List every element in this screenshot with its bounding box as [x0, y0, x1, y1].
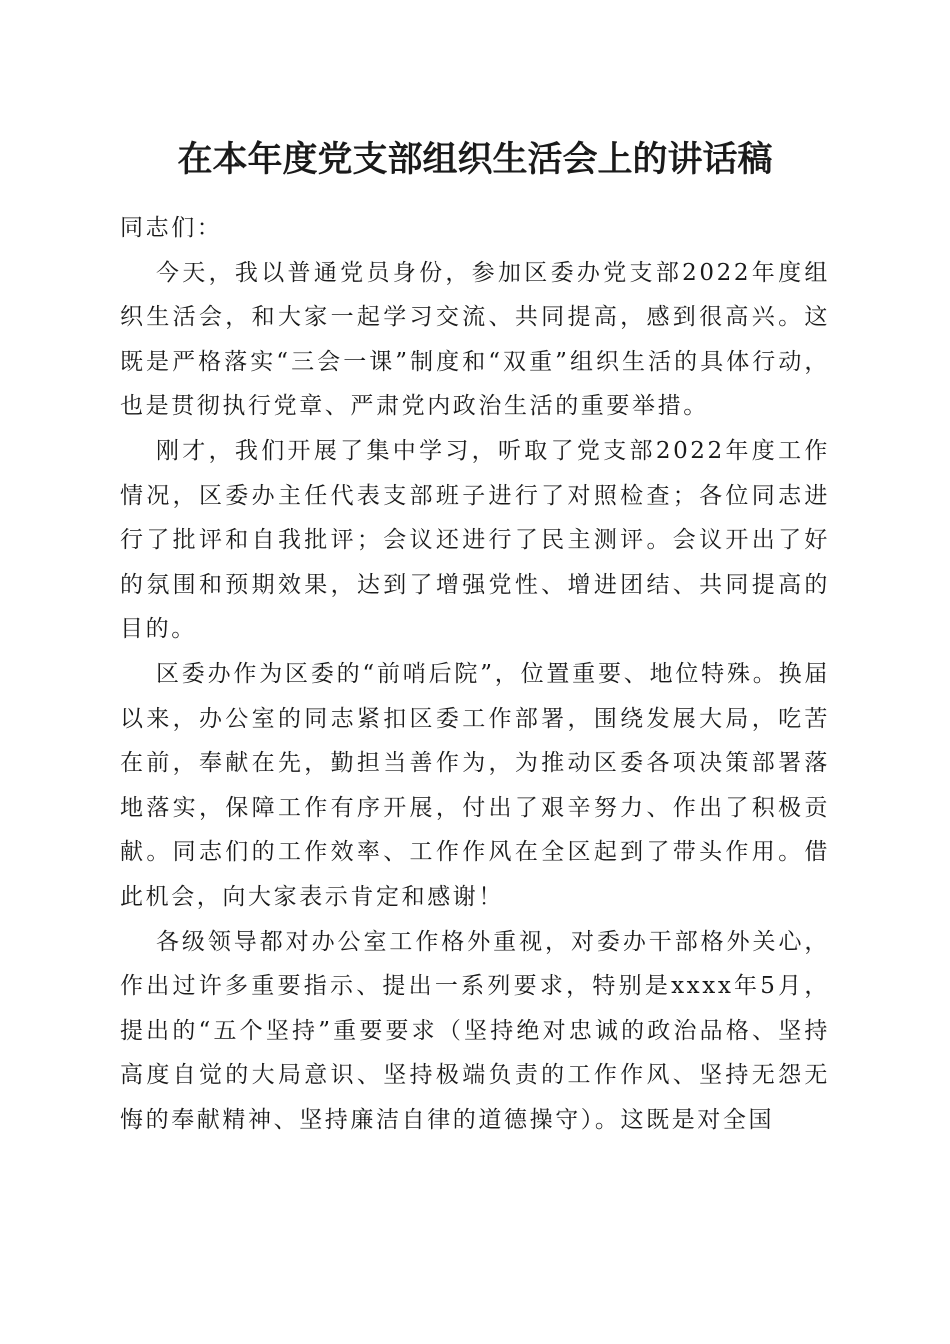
paragraph-3: 区委办作为区委的“前哨后院”，位置重要、地位特殊。换届以来，办公室的同志紧扣区委工作部署，围绕发展大局，吃苦在前，奉献在先，勤担当善作为，为推动区委各项决策部署落地落实，保障工作有序开展，付出了艰辛努力、作出了积极贡献。同志们的工作效率、工作作风在全区起到了带头作用。借此机会，向大家表示肯定和感谢！	[120, 660, 830, 910]
paragraph-4: 各级领导都对办公室工作格外重视，对委办干部格外关心，作出过许多重要指示、提出一系列要求，特别是xxxx年5月，提出的“五个坚持”重要要求（坚持绝对忠诚的政治品格、坚持高度自觉的大局意识、坚持极端负责的工作作风、坚持无怨无悔的奉献精神、坚持廉洁自律的道德操守）。这既是对全国	[120, 928, 830, 1133]
document-title: 在本年度党支部组织生活会上的讲话稿	[177, 139, 773, 180]
paragraph-2: 刚才，我们开展了集中学习，听取了党支部2022年度工作情况，区委办主任代表支部班子进行了对照检查；各位同志进行了批评和自我批评；会议还进行了民主测评。会议开出了好的氛围和预期效果，达到了增强党性、增进团结、共同提高的目的。	[120, 437, 830, 643]
document-body	[120, 206, 830, 1142]
paragraph-1: 今天，我以普通党员身份，参加区委办党支部2022年度组织生活会，和大家一起学习交流、共同提高，感到很高兴。这既是严格落实“三会一课”制度和“双重”组织生活的具体行动，也是贯彻执行党章、严肃党内政治生活的重要举措。	[120, 259, 830, 420]
salutation: 同志们：	[120, 215, 223, 241]
